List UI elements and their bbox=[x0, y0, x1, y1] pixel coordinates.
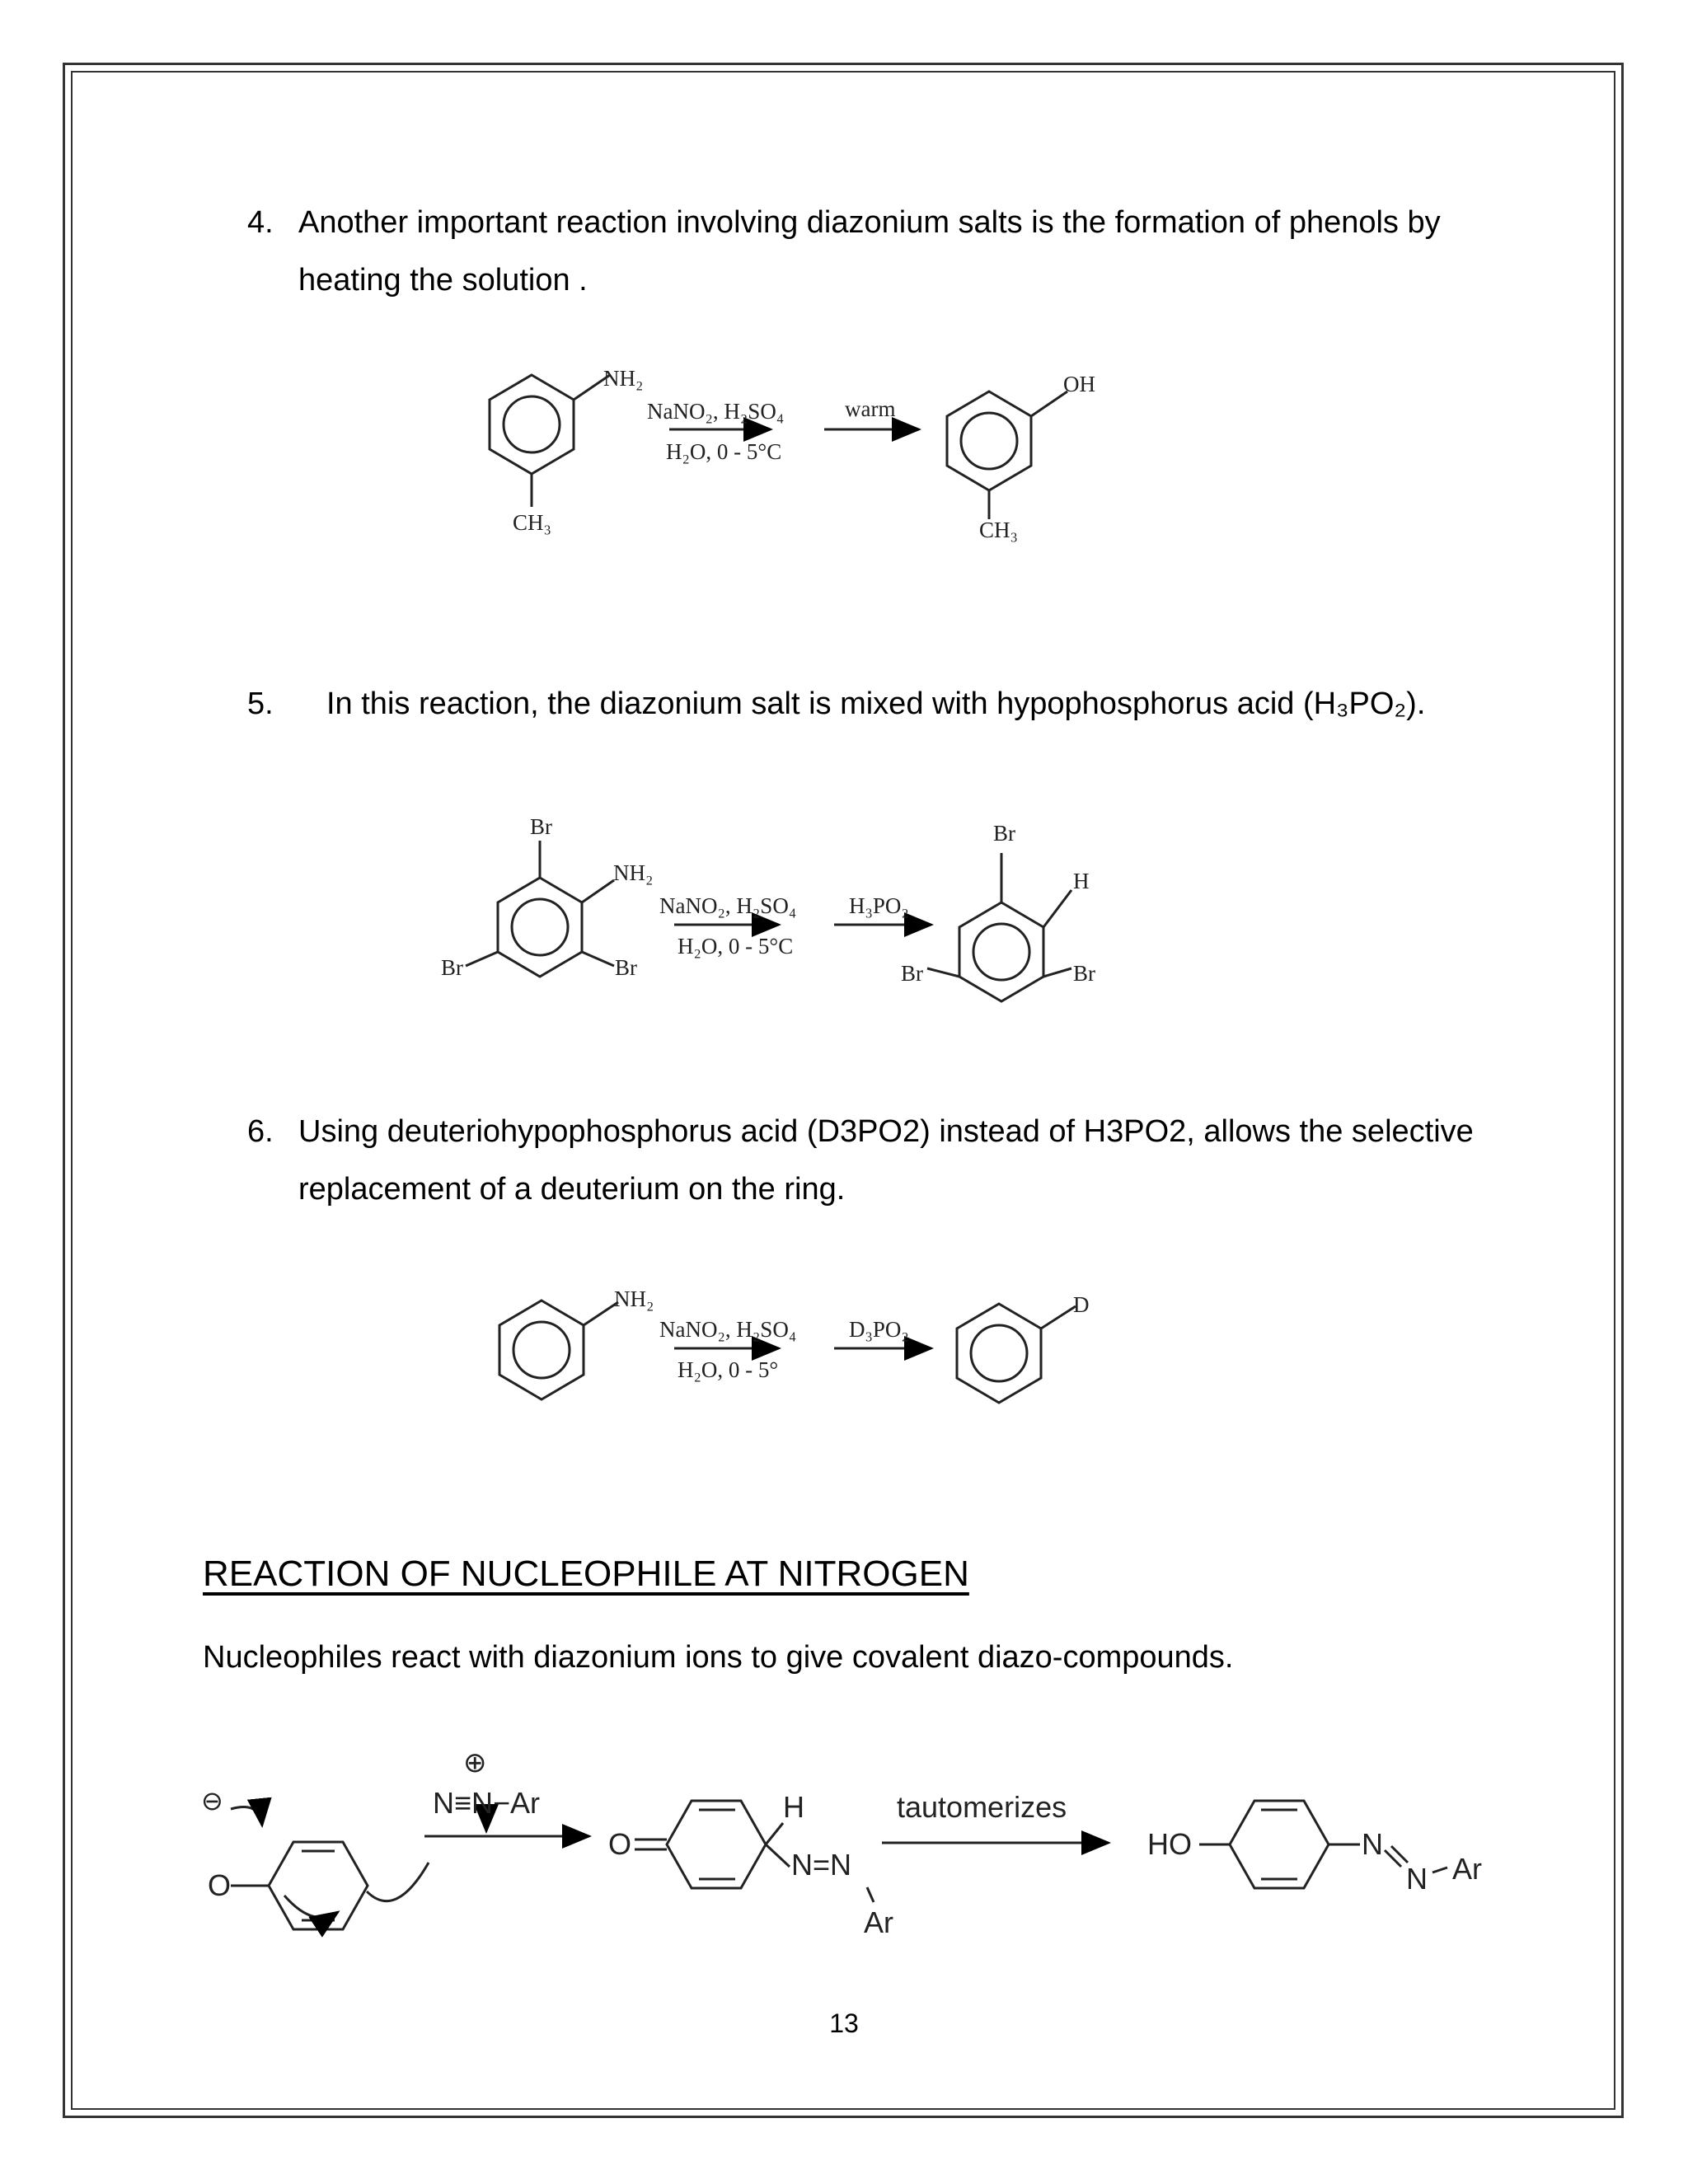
scheme3-reagent-bottom: H₂O, 0 - 5° bbox=[678, 1357, 779, 1382]
scheme3-reactant-ring bbox=[499, 1301, 618, 1399]
scheme1-reactant-top: NH₂ bbox=[603, 366, 644, 391]
scheme4-charge-neg: ⊖ bbox=[201, 1786, 223, 1816]
scheme1-reagent-bottom: H₂O, 0 - 5°C bbox=[666, 439, 782, 464]
scheme1-step2: warm bbox=[845, 396, 896, 421]
scheme4-prod-ho: HO bbox=[1147, 1827, 1192, 1861]
section-heading: REACTION OF NUCLEOPHILE AT NITROGEN bbox=[203, 1554, 969, 1594]
scheme4-oxygen: O bbox=[208, 1868, 232, 1902]
scheme4-int-oxygen: O bbox=[608, 1827, 632, 1861]
scheme1-product-top: OH bbox=[1063, 372, 1095, 396]
scheme4-prod-n2: N bbox=[1406, 1862, 1428, 1896]
page-number: 13 bbox=[829, 2008, 859, 2038]
scheme3-product-top: D bbox=[1073, 1292, 1090, 1317]
scheme4-int-h: H bbox=[783, 1790, 804, 1824]
item-number: 5. bbox=[247, 687, 274, 721]
scheme3-reactant-top: NH₂ bbox=[614, 1286, 654, 1311]
scheme2-product-top: Br bbox=[993, 821, 1015, 846]
scheme4-int-ar: Ar bbox=[864, 1905, 893, 1939]
item-text: Using deuteriohypophosphorus acid (D3PO2) instead of H3PO2, allows the selective replacement of a deuterium on the ring. bbox=[298, 1114, 1474, 1207]
scheme1-reagent-top: NaNO₂, H₂SO₄ bbox=[647, 399, 785, 424]
section-paragraph: Nucleophiles react with diazonium ions to give covalent diazo-compounds. bbox=[203, 1640, 1234, 1675]
scheme4-int-nn: N=N bbox=[791, 1848, 852, 1882]
scheme2-reagent-bottom: H₂O, 0 - 5°C bbox=[678, 934, 794, 958]
scheme3-step2: D₃PO₂ bbox=[849, 1317, 909, 1342]
scheme1-product-bottom: CH₃ bbox=[979, 518, 1018, 542]
item-number: 6. bbox=[247, 1114, 274, 1149]
item-text: Another important reaction involving diazonium salts is the formation of phenols by heating the solution . bbox=[298, 205, 1441, 298]
scheme4-phenoxide-ring bbox=[231, 1807, 429, 1930]
item-text: In this reaction, the diazonium salt is mixed with hypophosphorus acid (H₃PO₂). bbox=[326, 687, 1426, 721]
scheme2-reactant-left: Br bbox=[441, 955, 463, 980]
scheme2-product-ring bbox=[927, 853, 1071, 1001]
scheme2-reactant-amine: NH₂ bbox=[613, 860, 654, 885]
scheme4-prod-ar: Ar bbox=[1452, 1852, 1482, 1886]
scheme4-charge-pos: ⊕ bbox=[463, 1747, 487, 1779]
scheme2-reactant-right: Br bbox=[615, 955, 637, 980]
scheme1-product-ring bbox=[947, 391, 1067, 519]
scheme1-reactant-bottom: CH₃ bbox=[513, 510, 551, 535]
scheme4-diazonium: N≡N−Ar bbox=[433, 1786, 541, 1820]
scheme2-product-right: Br bbox=[1073, 961, 1095, 986]
scheme3-reagent-top: NaNO₂, H₂SO₄ bbox=[659, 1317, 797, 1342]
scheme4-tautomer-label: tautomerizes bbox=[897, 1790, 1067, 1824]
item-number: 4. bbox=[247, 205, 274, 240]
scheme4-ar-bond bbox=[1432, 1868, 1447, 1872]
scheme3-product-ring bbox=[957, 1304, 1076, 1403]
scheme1-reactant-ring bbox=[490, 375, 610, 507]
scheme2-product-h: H bbox=[1073, 869, 1090, 893]
scheme2-reactant-ring bbox=[466, 841, 614, 977]
scheme4-prod-n1: N bbox=[1362, 1827, 1383, 1861]
scheme2-reagent-top: NaNO₂, H₂SO₄ bbox=[659, 893, 797, 918]
scheme2-product-left: Br bbox=[901, 961, 923, 986]
scheme2-step2: H₃PO₂ bbox=[849, 893, 909, 918]
scheme2-reactant-top: Br bbox=[530, 814, 552, 839]
